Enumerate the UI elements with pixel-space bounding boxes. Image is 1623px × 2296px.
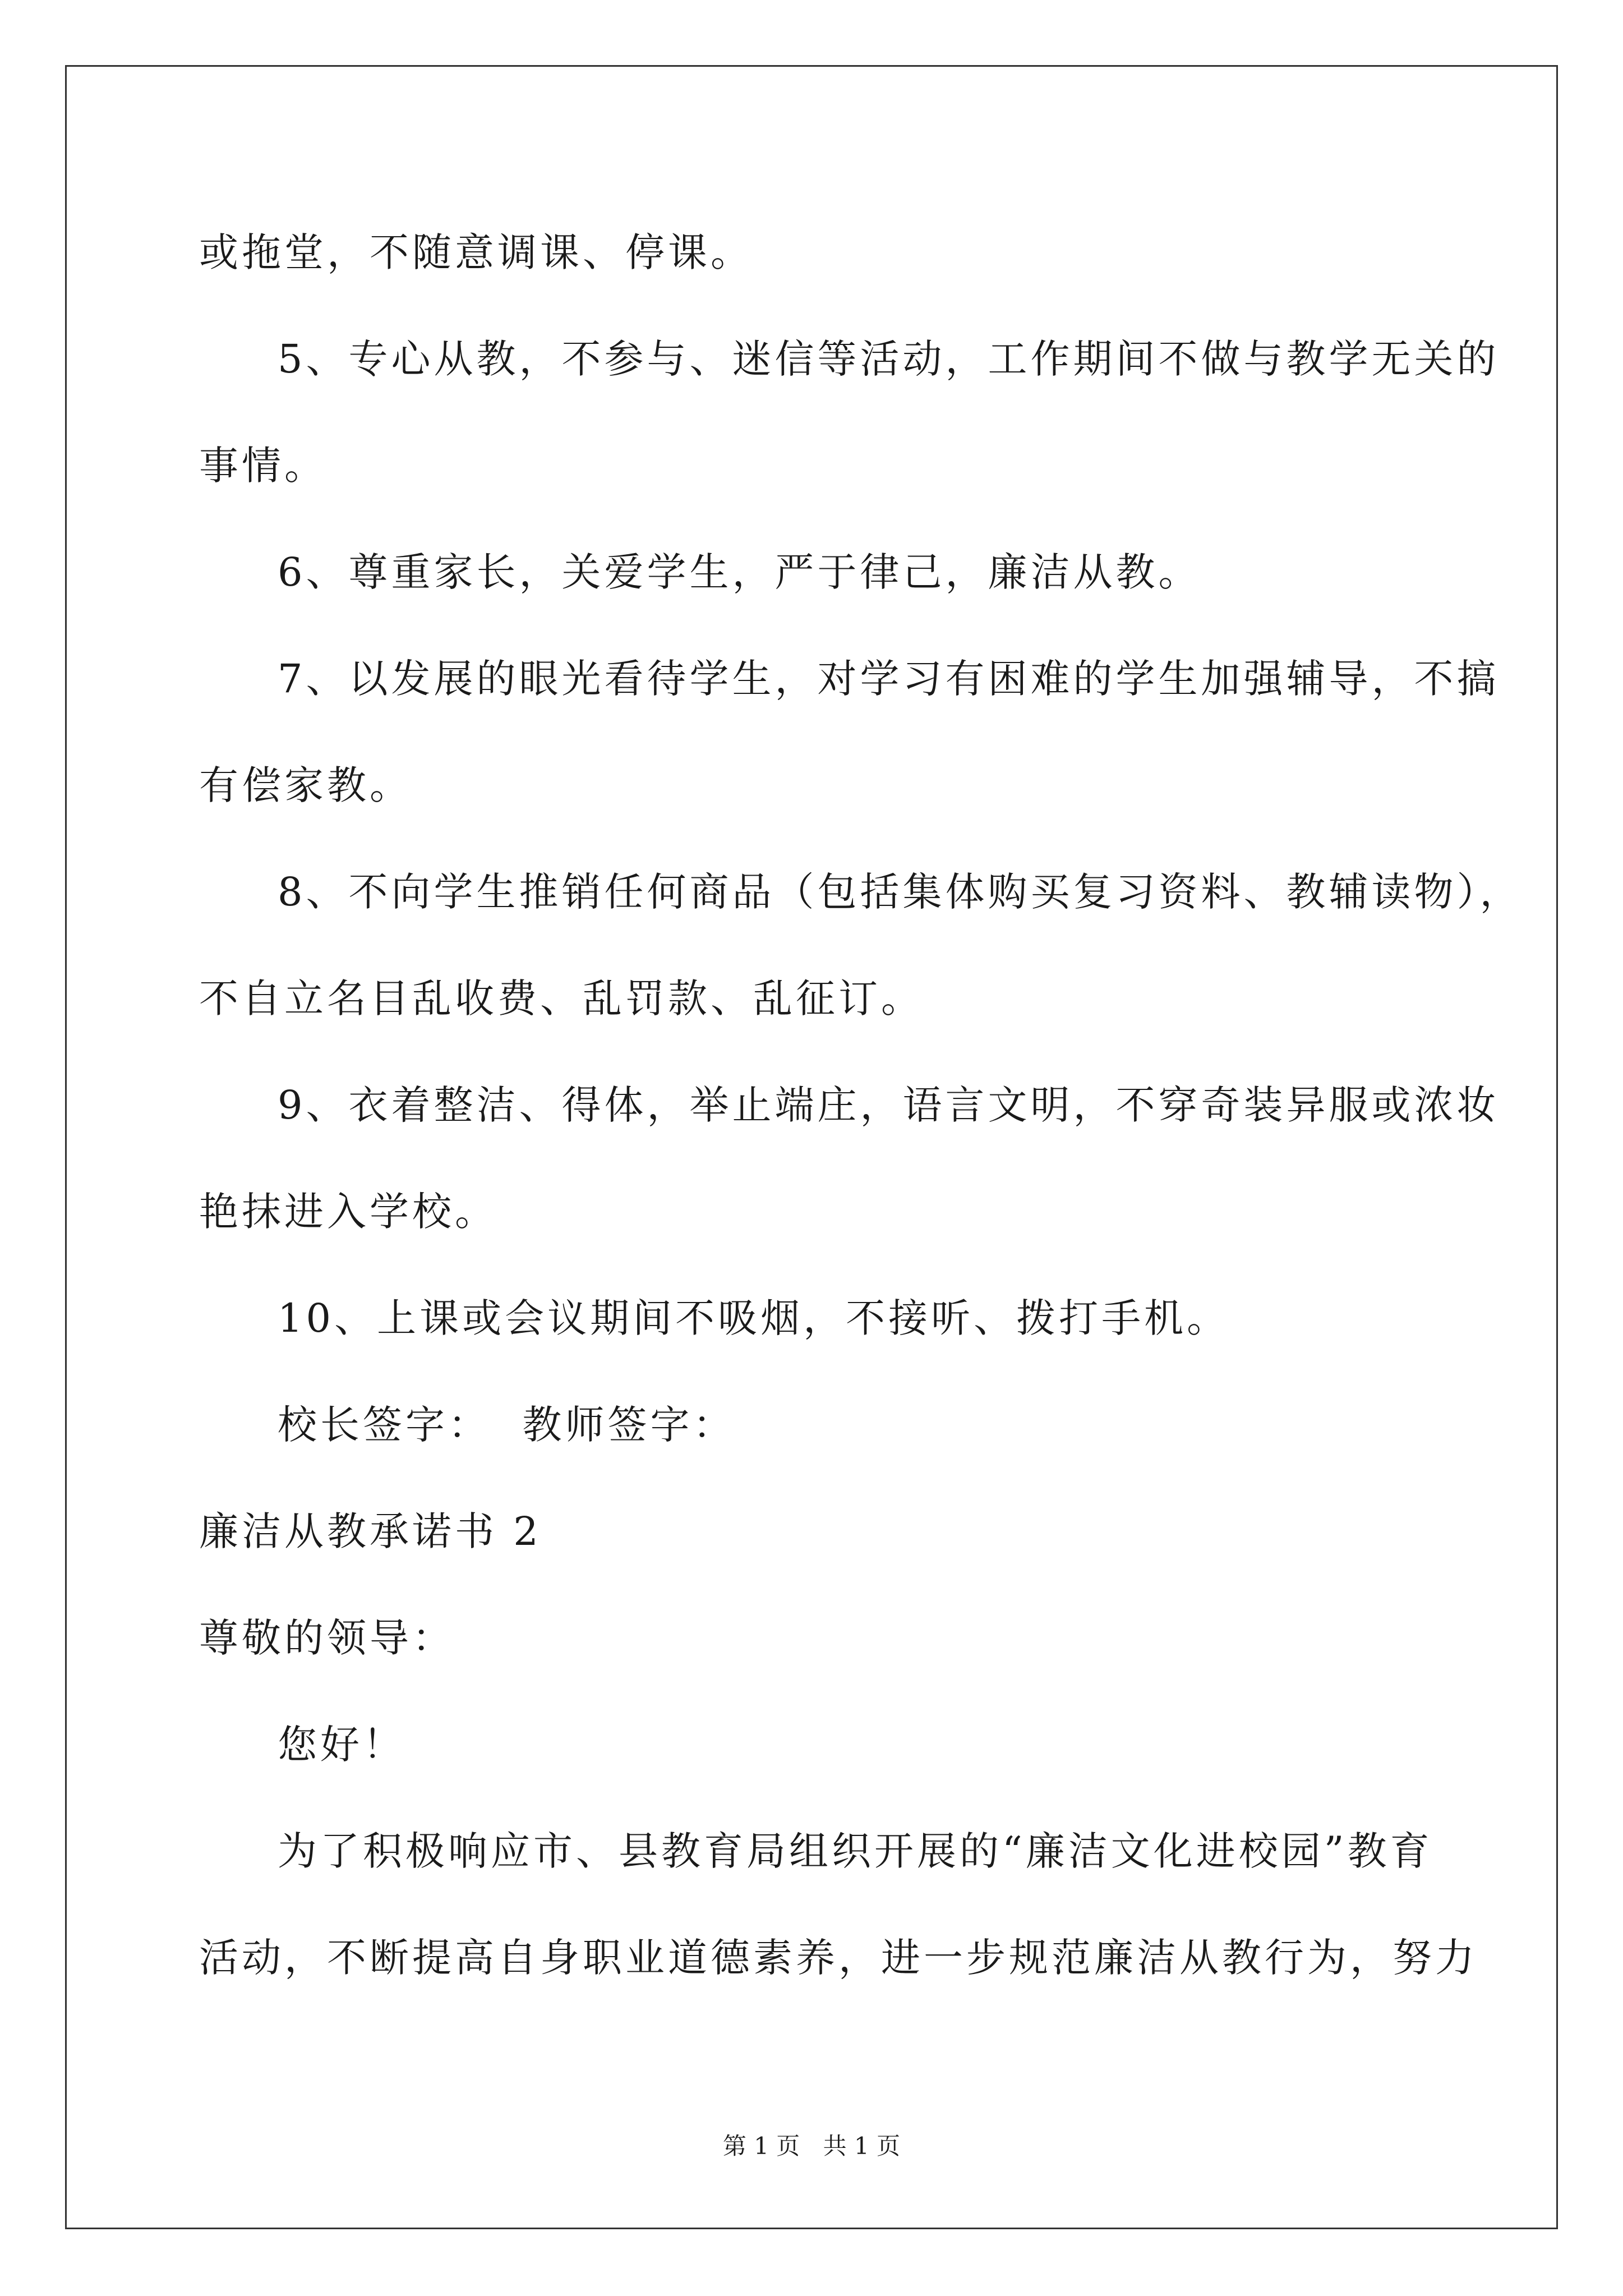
text-line: 不自立名目乱收费、乱罚款、乱征订。 — [199, 976, 924, 1022]
page-number: 第 1 页 — [722, 2132, 800, 2160]
text-line: 8、不向学生推销任何商品（包括集体购买复习资料、教辅读物）， — [278, 869, 1523, 915]
greeting: 您好！ — [278, 1722, 405, 1768]
text-line: 5、专心从教，不参与、迷信等活动，工作期间不做与教学无关的 — [278, 336, 1500, 382]
text-line: 为了积极响应市、县教育局组织开展的“廉洁文化进校园”教育 — [278, 1828, 1433, 1874]
text-line: 艳抹进入学校。 — [199, 1189, 497, 1235]
text-line: 9、衣着整洁、得体，举止端庄，语言文明，不穿奇装异服或浓妆 — [278, 1082, 1500, 1128]
text-line: 有偿家教。 — [199, 762, 412, 808]
text-line: 6、尊重家长，关爱学生，严于律己，廉洁从教。 — [278, 549, 1201, 595]
page-total: 共 1 页 — [823, 2132, 901, 2160]
text-line: 7、以发展的眼光看待学生，对学习有困难的学生加强辅导，不搞 — [278, 656, 1500, 702]
text-line: 10、上课或会议期间不吸烟，不接听、拨打手机。 — [278, 1295, 1230, 1341]
text-line: 或拖堂，不随意调课、停课。 — [199, 229, 753, 275]
page-frame — [65, 65, 1558, 2229]
text-line: 活动，不断提高自身职业道德素养，进一步规范廉洁从教行为，努力 — [199, 1935, 1478, 1981]
section-title: 廉洁从教承诺书 2 — [199, 1508, 542, 1554]
text-line: 事情。 — [199, 443, 327, 489]
salutation: 尊敬的领导： — [199, 1615, 455, 1661]
signature-line: 校长签字： 教师签字： — [278, 1402, 736, 1448]
page-footer — [0, 2134, 1623, 2158]
